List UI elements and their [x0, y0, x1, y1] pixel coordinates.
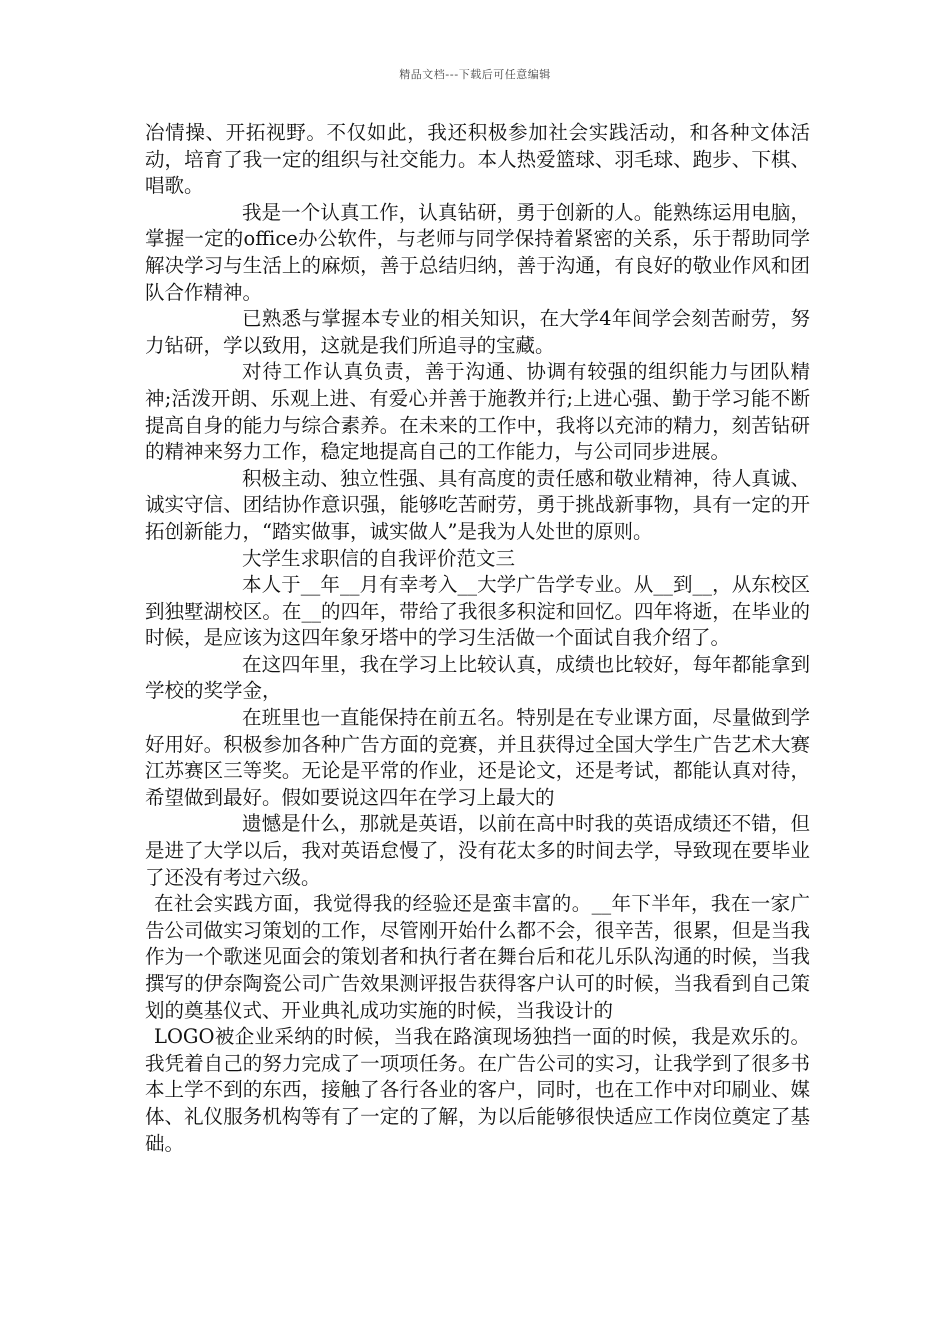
paragraph: 在班里也一直能保持在前五名。特别是在专业课方面，尽量做到学好用好。积极参加各种广告方面的竞赛，并且获得过全国大学生广告艺术大赛江苏赛区三等奖。无论是平常的作业，还是论文，还是考试，都能认真对待，希望做到最好。假如要说这四年在学习上最大的 [145, 706, 810, 809]
paragraph: 在社会实践方面，我觉得我的经验还是蛮丰富的。__年下半年，我在一家广告公司做实习策划的工作，尽管刚开始什么都不会，很辛苦，很累，但是当我作为一个歌迷见面会的策划者和执行者在舞台后和花儿乐队沟通的时候，当我撰写的伊奈陶瓷公司广告效果测评报告获得客户认可的时候，当我看到自己策划的奠基仪式、开业典礼成功实施的时候，当我设计的 [145, 892, 810, 1022]
paragraph: 遗憾是什么，那就是英语，以前在高中时我的英语成绩还不错，但是进了大学以后，我对英语怠慢了，没有花太多的时间去学，导致现在要毕业了还没有考过六级。 [145, 812, 810, 889]
document-body [145, 120, 810, 1157]
paragraph: 积极主动、独立性强、具有高度的责任感和敬业精神，待人真诚、诚实守信、团结协作意识强，能够吃苦耐劳，勇于挑战新事物，具有一定的开拓创新能力，“踏实做事，诚实做人”是我为人处世的原则。 [145, 466, 810, 543]
paragraph: 已熟悉与掌握本专业的相关知识，在大学4年间学会刻苦耐劳，努力钻研，学以致用，这就是我们所追寻的宝藏。 [145, 307, 810, 357]
paragraph: 在这四年里，我在学习上比较认真，成绩也比较好，每年都能拿到学校的奖学金， [145, 652, 810, 703]
paragraph: 冶情操、开拓视野。不仅如此，我还积极参加社会实践活动，和各种文体活动，培育了我一定的组织与社交能力。本人热爱篮球、羽毛球、跑步、下棋、唱歌。 [145, 121, 810, 198]
section-heading: 大学生求职信的自我评价范文三 [242, 546, 516, 570]
paragraph: 本人于__年__月有幸考入__大学广告学专业。从__到__，从东校区到独墅湖校区。在__的四年，带给了我很多积淀和回忆。四年将逝，在毕业的时候，是应该为这四年象牙塔中的学习生活做一个面试自我介绍了。 [145, 573, 810, 650]
paragraph: 对待工作认真负责，善于沟通、协调有较强的组织能力与团队精神;活泼开朗、乐观上进、有爱心并善于施教并行;上进心强、勤于学习能不断提高自身的能力与综合素养。在未来的工作中，我将以充沛的精力，刻苦钻研的精神来努力工作，稳定地提高自己的工作能力，与公司同步进展。 [145, 360, 810, 464]
paragraph: LOGO被企业采纳的时候，当我在路演现场独挡一面的时候，我是欢乐的。我凭着自己的努力完成了一项项任务。在广告公司的实习，让我学到了很多书本上学不到的东西，接触了各行各业的客户，同时，也在工作中对印刷业、媒体、礼仪服务机构等有了一定的了解，为以后能够很快适应工作岗位奠定了基础。 [145, 1025, 810, 1155]
paragraph: 我是一个认真工作，认真钻研，勇于创新的人。能熟练运用电脑，掌握一定的office办公软件，与老师与同学保持着紧密的关系，乐于帮助同学解决学习与生活上的麻烦，善于总结归纳，善于沟通，有良好的敬业作风和团队合作精神。 [145, 200, 810, 304]
page-header: 精品文档---下载后可任意编辑 [399, 68, 551, 81]
